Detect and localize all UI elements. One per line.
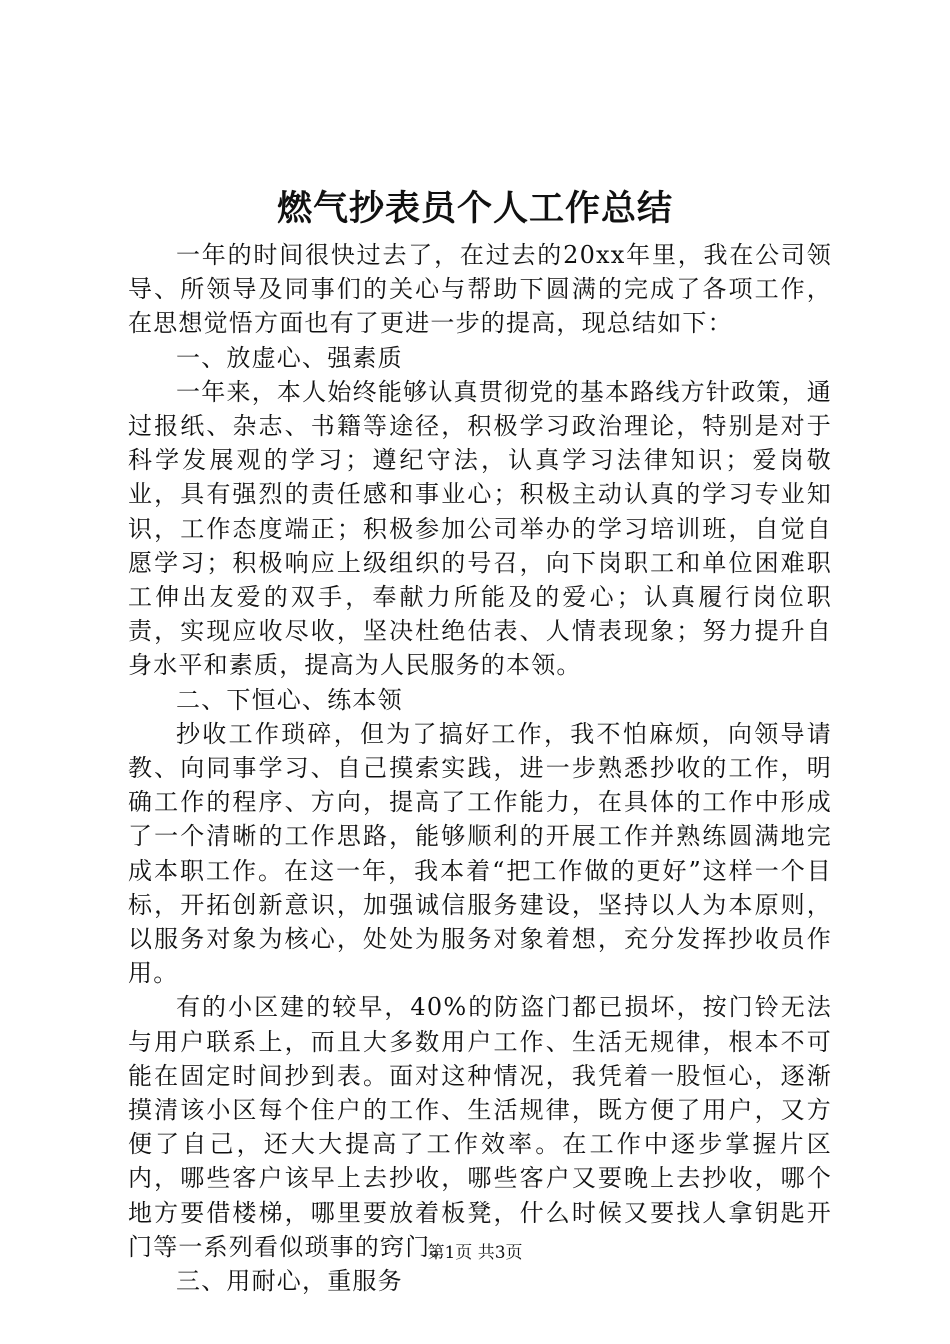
document-title: 燃气抄表员个人工作总结 [276,188,673,229]
paragraph-section-2-cont: 有的小区建的较早，40%的防盗门都已损坏，按门铃无法与用户联系上，而且大多数用户工作、生活无规律，根本不可能在固定时间抄到表。面对这种情况，我凭着一股恒心，逐渐摸清该小区每个住户的工作、生活规律，既方便了用户，又方便了自己，还大大提高了工作效率。在工作中逐步掌握片区内，哪些客户该早上去抄收，哪些客户又要晚上去抄收，哪个地方要借楼梯，哪里要放着板凳，什么时候又要找人拿钥匙开门等一系列看似琐事的窍门。 [128,993,832,1261]
section-heading-1: 一、放虚心、强素质 [176,343,403,372]
paragraph-intro: 一年的时间很快过去了，在过去的20xx年里，我在公司领导、所领导及同事们的关心与帮助下圆满的完成了各项工作，在思想觉悟方面也有了更进一步的提高，现总结如下： [128,241,832,338]
paragraph-section-2: 抄收工作琐碎，但为了搞好工作，我不怕麻烦，向领导请教、向同事学习、自己摸索实践，进一步熟悉抄收的工作，明确工作的程序、方向，提高了工作能力，在具体的工作中形成了一个清晰的工作思路，能够顺利的开展工作并熟练圆满地完成本职工作。在这一年，我本着“把工作做的更好”这样一个目标，开拓创新意识，加强诚信服务建设，坚持以人为本原则，以服务对象为核心，处处为服务对象着想，充分发挥抄收员作用。 [128,719,832,988]
paragraph-section-1: 一年来，本人始终能够认真贯彻党的基本路线方针政策，通过报纸、杂志、书籍等途径，积极学习政治理论，特别是对于科学发展观的学习；遵纪守法，认真学习法律知识；爱岗敬业，具有强烈的责任感和事业心；积极主动认真的学习专业知识，工作态度端正；积极参加公司举办的学习培训班，自觉自愿学习；积极响应上级组织的号召，向下岗职工和单位困难职工伸出友爱的双手，奉献力所能及的爱心；认真履行岗位职责，实现应收尽收，坚决杜绝估表、人情表现象；努力提升自身水平和素质，提高为人民服务的本领。 [128,377,832,680]
section-heading-2: 二、下恒心、练本领 [176,685,403,714]
section-heading-3: 三、用耐心，重服务 [176,1267,403,1296]
page-footer: 第1页 共3页 [427,1243,523,1263]
document-body [128,238,832,1298]
